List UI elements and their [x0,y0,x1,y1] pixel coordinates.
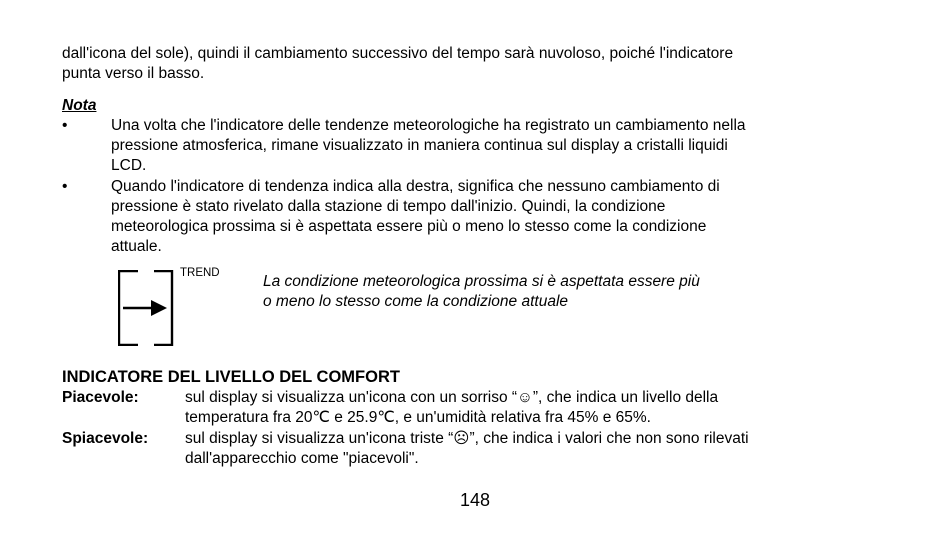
nota-item-2-line-2: pressione è stato rivelato dalla stazione di tempo dall'inizio. Quindi, la condizione [111,198,666,215]
intro-line-1: dall'icona del sole), quindi il cambiamento successivo del tempo sarà nuvoloso, poiché l'indicatore [62,45,734,62]
trend-right-arrow-icon [118,270,174,346]
comfort-def-piacevole-line-2: temperatura fra 20℃ e 25.9℃, e un'umidità relativa fra 45% e 65%. [185,409,651,426]
nota-item-2-line-4: attuale. [111,238,162,255]
nota-item-2-line-1: Quando l'indicatore di tendenza indica alla destra, significa che nessuno cambiamento di [111,178,720,195]
comfort-def-spiacevole-line-1: sul display si visualizza un'icona triste “☹”, che indica i valori che non sono rilevati [185,430,749,447]
nota-item-1-line-1: Una volta che l'indicatore delle tendenze meteorologiche ha registrato un cambiamento nella [111,117,746,134]
nota-item-2-line-3: meteorologica prossima si è aspettata essere più o meno lo stesso come la condizione [111,218,707,235]
bullet-marker: • [62,117,68,134]
nota-item-1-line-2: pressione atmosferica, rimane visualizzato in maniera continua sul display a cristalli liquidi [111,137,728,154]
comfort-def-spiacevole-line-2: dall'apparecchio come "piacevoli". [185,450,419,467]
comfort-heading: INDICATORE DEL LIVELLO DEL COMFORT [62,368,400,386]
nota-item-1-line-3: LCD. [111,157,147,174]
comfort-def-piacevole-line-1: sul display si visualizza un'icona con un sorriso “☺”, che indica un livello della [185,389,719,406]
trend-label: TREND [180,267,220,279]
page-number: 148 [459,490,491,510]
comfort-term-spiacevole: Spiacevole: [62,430,149,447]
trend-description-line-1: La condizione meteorologica prossima si è aspettata essere più [263,273,700,290]
bullet-marker: • [62,178,68,195]
trend-description-line-2: o meno lo stesso come la condizione attuale [263,293,569,310]
intro-line-2: punta verso il basso. [62,65,205,82]
nota-title: Nota [62,97,97,114]
comfort-term-piacevole: Piacevole: [62,389,139,406]
